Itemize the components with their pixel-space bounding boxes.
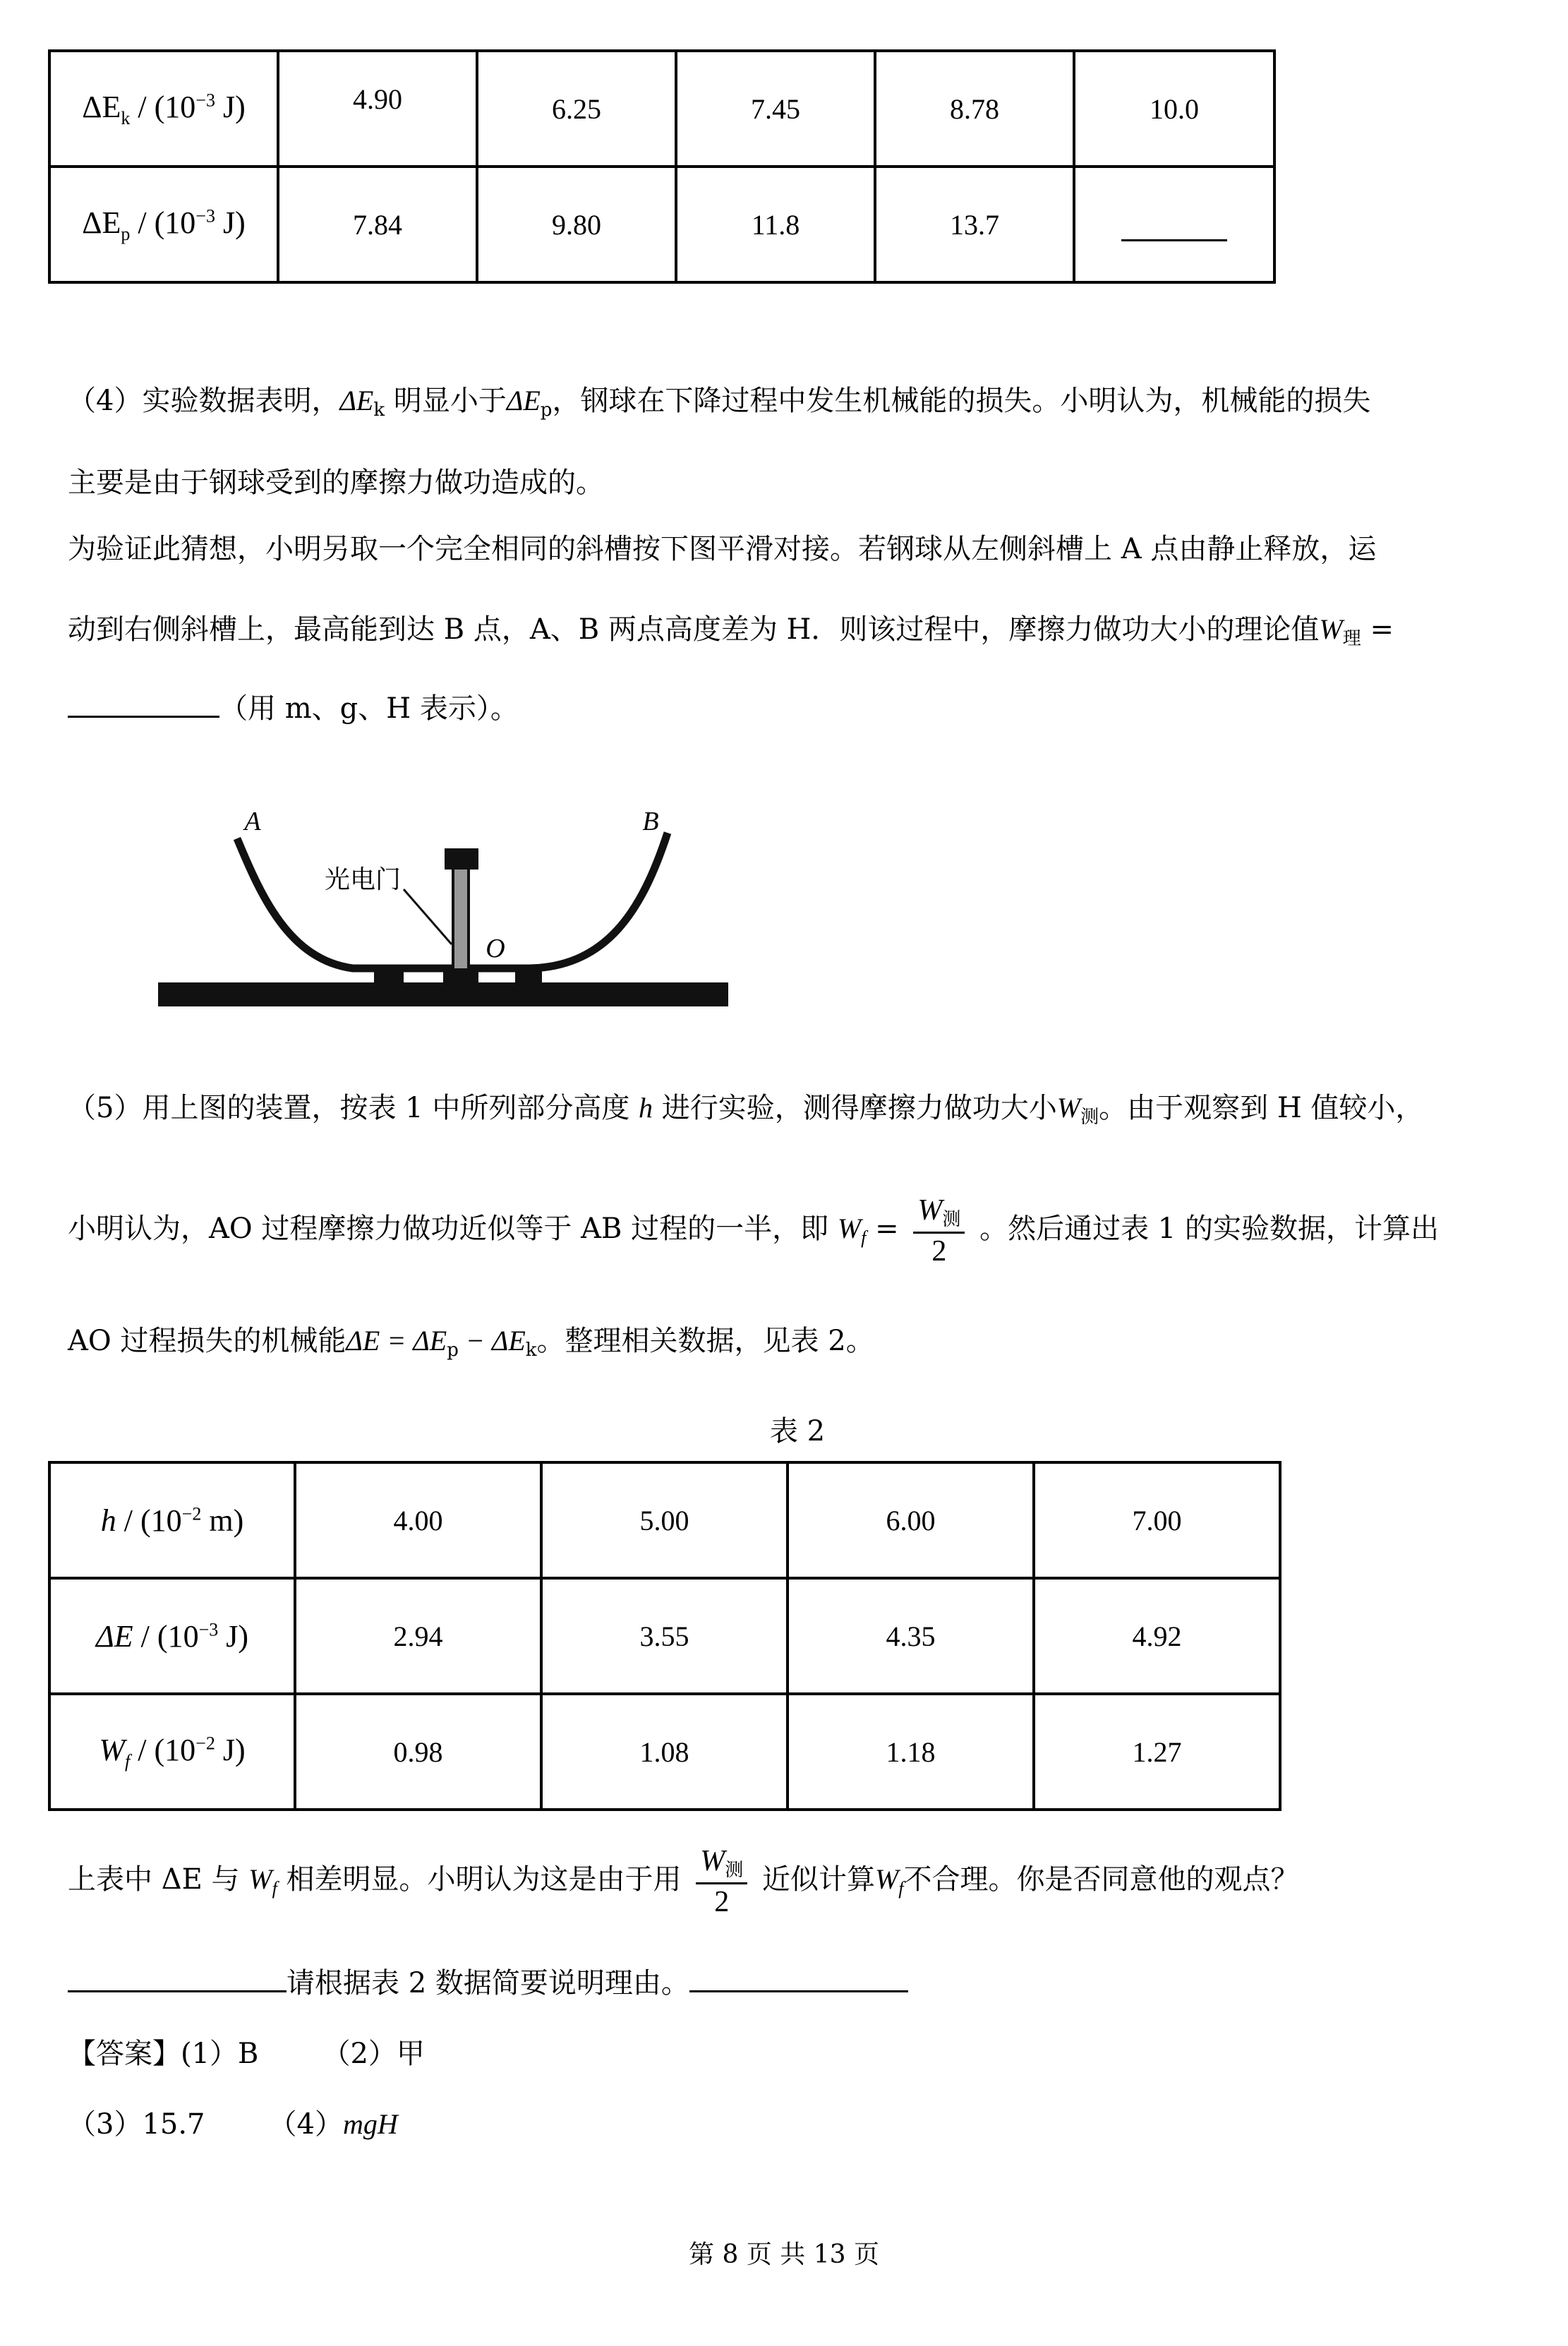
table-cell: 4.35 (788, 1578, 1034, 1694)
q4-line3: 为验证此猜想，小明另取一个完全相同的斜槽按下图平滑对接。若钢球从左侧斜槽上 A 点由静止释放，运 (68, 533, 1377, 565)
table-cell: 1.27 (1034, 1694, 1280, 1810)
table-cell: 9.80 (477, 167, 676, 282)
answer-blank-w[interactable] (68, 713, 219, 718)
gate-pole (453, 868, 469, 970)
gate-head (445, 848, 478, 870)
table-cell: 6.00 (788, 1462, 1034, 1578)
q5b-line2: 请根据表 2 数据简要说明理由。 (68, 1969, 1500, 1997)
table-cell: 3.55 (541, 1578, 788, 1694)
table-row (49, 1462, 1280, 1578)
table-row (49, 1694, 1280, 1810)
page-footer: 第 8 页 共 13 页 (689, 2240, 879, 2269)
table-cell: 4.92 (1034, 1578, 1280, 1694)
gate-label: 光电门 (325, 865, 402, 894)
table-energy (48, 49, 1276, 284)
table-cell: 7.45 (676, 51, 875, 167)
table-cell: 13.7 (875, 167, 1074, 282)
table-cell: 8.78 (875, 51, 1074, 167)
table-cell: 6.25 (477, 51, 676, 167)
track-diagram (148, 798, 741, 1030)
row-header-ek: $\Delta E_k / (10^{-3}$ J) (49, 51, 278, 167)
table-cell: 7.00 (1034, 1462, 1280, 1578)
table-cell: 1.08 (541, 1694, 788, 1810)
table-cell: 5.00 (541, 1462, 788, 1578)
q5-line2: 小明认为，AO 过程摩擦力做功近似等于 AB 过程的一半，即 $W_f$ = $\frac{\text{W测}}{2}$ 。然后通过表 1 的实验数据，计算出 (68, 1194, 1439, 1268)
table2-caption: 表 2 (769, 1415, 826, 1448)
table-cell-blank[interactable] (1074, 167, 1274, 282)
fraction: $\frac{\text{W测}}{2}$ (913, 1196, 965, 1266)
answer-line1: 【答案】(1）B （2）甲 (68, 2038, 425, 2070)
q5-line1: （5）用上图的装置，按表 1 中所列部分高度 h 进行实验，测得摩擦力做功大小$W_测$。由于观察到 H 值较小， (68, 1092, 1424, 1128)
table-cell: 4.90 (278, 51, 477, 167)
table-row (49, 1578, 1280, 1694)
table-cell: 11.8 (676, 167, 875, 282)
answer-line2: （3）15.7 （4）mgH (68, 2108, 398, 2141)
row-header-wf: $W_f / (10^{-2}$ J) (49, 1694, 295, 1810)
table-cell: 0.98 (295, 1694, 541, 1810)
table-row (49, 51, 1274, 167)
gate-pointer (404, 889, 452, 944)
table-cell: 1.18 (788, 1694, 1034, 1810)
q4-line2: 主要是由于钢球受到的摩擦力做功造成的。 (68, 467, 604, 499)
q4-line5: （用 m、g、H 表示）。 (68, 694, 1500, 723)
answer-blank-reason[interactable] (689, 1987, 908, 1992)
base-board (158, 982, 728, 1006)
table-cell: 10.0 (1074, 51, 1274, 167)
q4-line4: 动到右侧斜槽上，最高能到达 B 点，A、B 两点高度差为 H．则该过程中，摩擦力做功大小的理论值$W_理$ = (68, 613, 1394, 649)
row-header-de: ΔE / ($10^{-3}$ J) (49, 1578, 295, 1694)
row-header-ep: $\Delta E_p / (10^{-3}$ J) (49, 167, 278, 282)
fraction: $\frac{\text{W测}}{2}$ (696, 1846, 747, 1917)
q5b-line1: 上表中 ΔE 与 $W_f$ 相差明显。小明认为这是由于用 $\frac{\text{W测}}{2}$ 近似计算$W_f$不合理。你是否同意他的观点？ (68, 1845, 1299, 1918)
label-b: B (642, 807, 659, 836)
table-cell: 2.94 (295, 1578, 541, 1694)
q4-line1: （4）实验数据表明，$\Delta E_k$ 明显小于$\Delta E_p$，钢球在下降过程中发生机械能的损失。小明认为，机械能的损失 (68, 385, 1371, 421)
label-o: O (486, 934, 505, 963)
q5-line3: AO 过程损失的机械能$\Delta E = \Delta E_p - \Delta E_k$。整理相关数据，见表 2。 (68, 1325, 874, 1361)
answer-blank-agree[interactable] (68, 1987, 287, 1992)
row-header-h: h / ($10^{-2}$ m) (49, 1462, 295, 1578)
table-cell: 4.00 (295, 1462, 541, 1578)
table-friction (48, 1461, 1281, 1811)
label-a: A (244, 807, 261, 836)
table-cell: 7.84 (278, 167, 477, 282)
table-row (49, 167, 1274, 282)
